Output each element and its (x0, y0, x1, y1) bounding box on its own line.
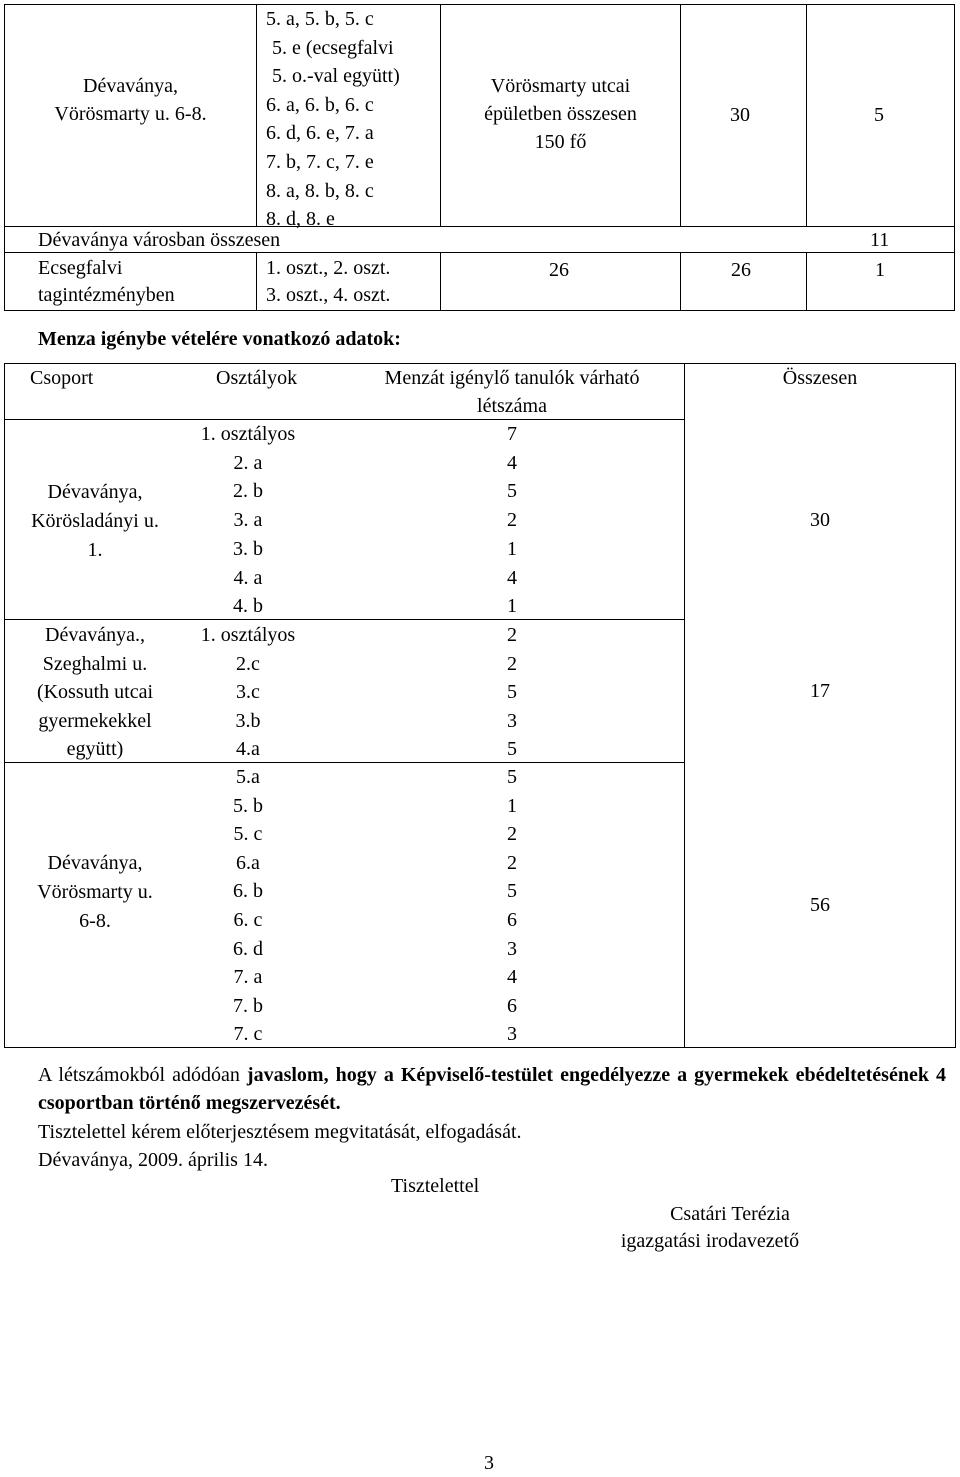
list-item: 2 (507, 823, 517, 846)
signer-title: igazgatási irodavezető (620, 1230, 800, 1252)
top-row1-location: Dévaványa, Vörösmarty u. 6-8. (54, 75, 207, 125)
list-item: 4 (507, 966, 517, 989)
list-item: 7. c (233, 1023, 263, 1046)
list-item: 2 (507, 624, 517, 646)
proposal-intro: A létszámokból adódóan (38, 1064, 247, 1086)
list-item: 6. d (233, 937, 263, 960)
proposal-paragraph (38, 1061, 946, 1117)
group-3-total: 56 (810, 894, 830, 916)
list-item: 1 (507, 595, 517, 618)
top-row1-building-note: Vörösmarty utcai épületben összesen 150 fő (484, 75, 637, 153)
list-item: 5. b (233, 794, 263, 817)
list-item: 2 (507, 509, 517, 532)
signer-name: Csatári Terézia (670, 1203, 790, 1225)
list-item: 5 (507, 766, 517, 788)
group-1-counts (490, 420, 534, 621)
top-row3-value-2: 26 (731, 259, 751, 281)
proposal-bold: javaslom, hogy a Képviselő-testület engedélyezze a gyermekek ebédeltetésének 4 csoportban történő megszervezését. (38, 1064, 947, 1114)
list-item: 6. c (233, 908, 263, 931)
list-item: 6 (507, 994, 517, 1017)
menza-heading: Menza igénybe vételére vonatkozó adatok: (38, 328, 401, 350)
city-total-value: 11 (870, 229, 890, 251)
list-item: 2 (507, 851, 517, 874)
list-item: 6 (507, 908, 517, 931)
group-2-counts (490, 621, 534, 764)
list-item: 3.b (235, 709, 261, 732)
list-item: 4. a (233, 566, 263, 589)
list-item: 5 (507, 880, 517, 903)
group-2-classes (183, 621, 313, 764)
list-item: 6.a (236, 851, 260, 874)
list-item: 7 (507, 423, 517, 445)
list-item: 7. b (233, 994, 263, 1017)
date-line: Dévaványa, 2009. április 14. (38, 1149, 268, 1171)
list-item: 2. b (233, 480, 263, 503)
group-3-name: Dévaványa, Vörösmarty u. 6-8. (37, 852, 153, 932)
header-count: Menzát igénylő tanulók várható létszáma (384, 367, 640, 417)
list-item: 5 (507, 480, 517, 503)
top-row1-value-b: 5 (874, 104, 884, 126)
list-item: 4. b (233, 595, 263, 618)
page-number: 3 (484, 1452, 494, 1474)
group-2-name: Dévaványa., Szeghalmi u. (Kossuth utcai gyermekekkel együtt) (36, 624, 154, 760)
list-item: 5. c (233, 823, 263, 846)
list-item: 2.c (236, 652, 260, 675)
top-row1-value-a: 30 (730, 104, 750, 126)
list-item: 1 (507, 537, 517, 560)
list-item: 2. a (233, 451, 263, 474)
group-2-total: 17 (810, 680, 830, 702)
group-1-total: 30 (810, 509, 830, 531)
list-item: 4 (507, 451, 517, 474)
group-3-classes (183, 763, 313, 1049)
top-row1-classes: 5. a, 5. b, 5. c 5. e (ecsegfalvi 5. o.-val együtt) 6. a, 6. b, 6. c 6. d, 6. e, 7. a 7. b, 7. c, 7. e 8. a, 8. b, 8. c 8. d, 8. e (266, 8, 400, 231)
list-item: 7. a (233, 966, 263, 989)
list-item: 6. b (233, 880, 263, 903)
list-item: 4.a (236, 738, 260, 760)
top-row3-value-3: 1 (875, 259, 885, 281)
list-item: 4 (507, 566, 517, 589)
top-row3-location: Ecsegfalvi tagintézményben (38, 257, 175, 306)
list-item: 5.a (236, 766, 260, 788)
list-item: 1 (507, 794, 517, 817)
request-line: Tisztelettel kérem előterjesztésem megvitatását, elfogadását. (38, 1121, 522, 1143)
city-total-label: Dévaványa városban összesen (38, 229, 281, 251)
top-row3-classes: 1. oszt., 2. oszt. 3. oszt., 4. oszt. (266, 257, 391, 306)
list-item: 3. b (233, 537, 263, 560)
header-total: Összesen (782, 367, 858, 389)
header-group: Csoport (30, 367, 94, 389)
salutation: Tisztelettel (391, 1175, 480, 1197)
group-1-name: Dévaványa, Körösladányi u. 1. (31, 481, 159, 561)
top-row3-value-1: 26 (549, 259, 569, 281)
list-item: 2 (507, 652, 517, 675)
list-item: 1. osztályos (200, 423, 296, 445)
group-3-counts (490, 763, 534, 1049)
list-item: 3.c (236, 681, 260, 703)
list-item: 5 (507, 681, 517, 703)
list-item: 3. a (233, 509, 263, 532)
header-classes: Osztályok (216, 367, 298, 389)
list-item: 3 (507, 937, 517, 960)
list-item: 3 (507, 709, 517, 732)
group-1-classes (183, 420, 313, 621)
list-item: 5 (507, 738, 517, 760)
list-item: 3 (507, 1023, 517, 1046)
list-item: 1. osztályos (200, 624, 296, 646)
